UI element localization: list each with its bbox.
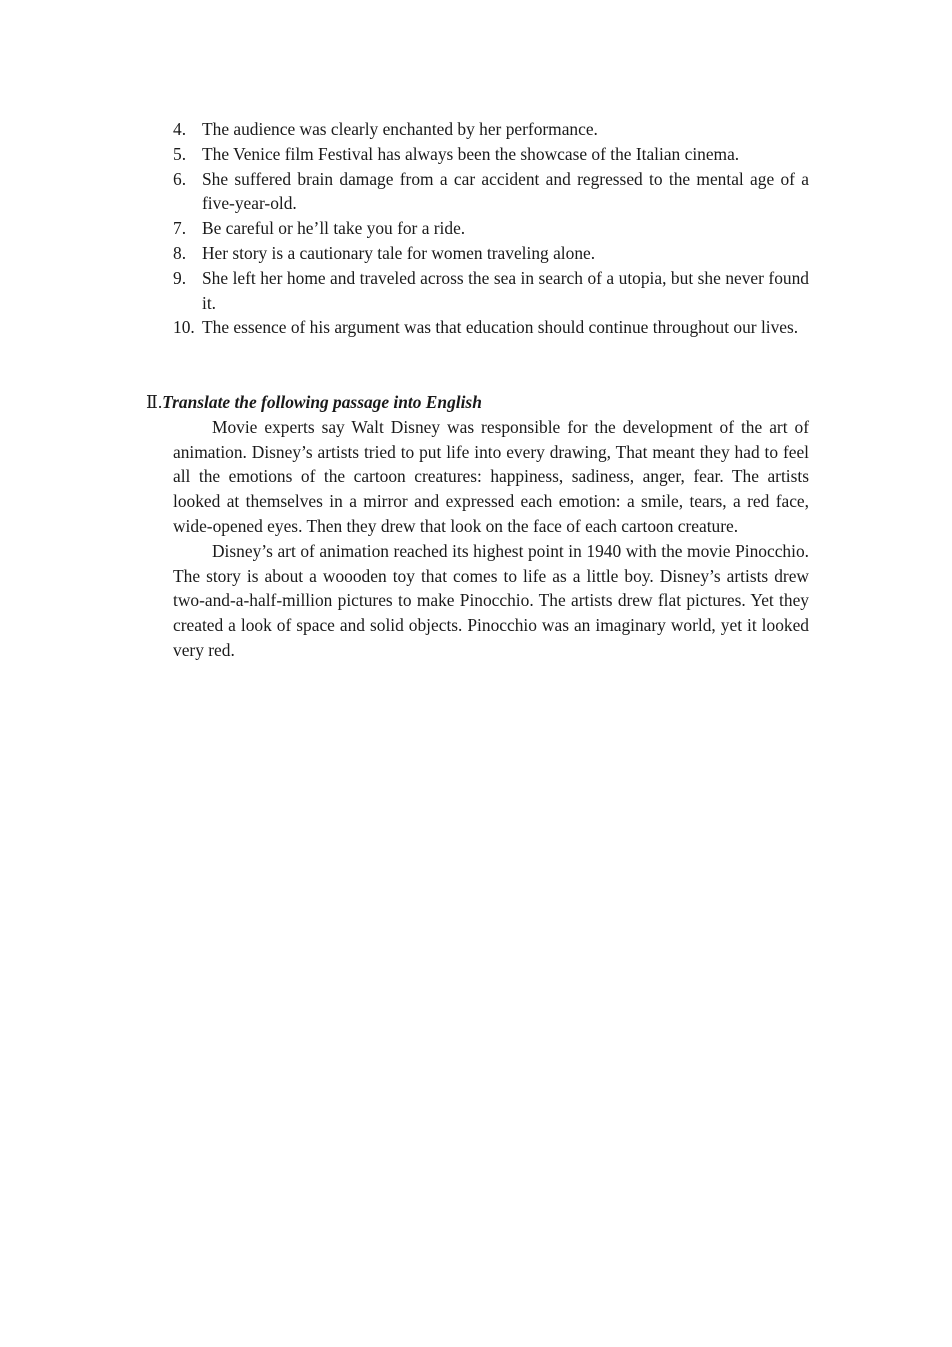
item-text: The essence of his argument was that education should continue throughout our lives.: [202, 317, 799, 338]
item-number: 4.: [173, 119, 187, 139]
item-number: 10.: [173, 317, 195, 338]
exercise-sentence-list: [173, 117, 809, 340]
list-item: [173, 117, 809, 142]
section-title: Translate the following passage into English: [162, 392, 482, 412]
item-text: Be careful or he’ll take you for a ride.: [202, 218, 466, 239]
item-text: The Venice film Festival has always been the showcase of the Italian cinema.: [202, 143, 740, 164]
list-item: [173, 315, 809, 340]
translation-section: [146, 390, 809, 663]
item-number: 5.: [173, 143, 187, 164]
list-item: [173, 266, 809, 316]
item-number: 9.: [173, 267, 187, 288]
list-item: [173, 142, 809, 167]
item-text: Her story is a cautionary tale for women traveling alone.: [202, 242, 596, 263]
list-item: [173, 167, 809, 217]
item-text: She suffered brain damage from a car accident and regressed to the mental age of a five-year-old.: [202, 168, 809, 214]
item-number: 8.: [173, 242, 187, 263]
section-numeral: Ⅱ.: [146, 392, 163, 412]
passage: [173, 415, 809, 663]
passage-paragraph: Disney’s art of animation reached its highest point in 1940 with the movie Pinocchio. The story is about a woooden toy that comes to life as a little boy. Disney’s artists drew two-and-a-half-million pictures to make Pinocchio. The artists drew flat pictures. Yet they created a look of space and solid objects. Pinocchio was an imaginary world, yet it looked very red.: [173, 540, 809, 660]
list-item: [173, 216, 809, 241]
section-heading: [146, 390, 809, 415]
list-item: [173, 241, 809, 266]
passage-paragraph: Movie experts say Walt Disney was responsible for the development of the art of animation. Disney’s artists tried to put life into every drawing, That meant they had to feel all the emotions of the cartoon creatures: happiness, sadiness, anger, fear. The artists looked at themselves in a mirror and expressed each emotion: a smile, tears, a red face, wide-opened eyes. Then they drew that look on the face of each cartoon creature.: [173, 416, 809, 536]
item-number: 6.: [173, 168, 187, 189]
item-text: She left her home and traveled across the sea in search of a utopia, but she never found it.: [202, 267, 809, 313]
item-text: The audience was clearly enchanted by her performance.: [202, 119, 598, 139]
item-number: 7.: [173, 218, 187, 239]
